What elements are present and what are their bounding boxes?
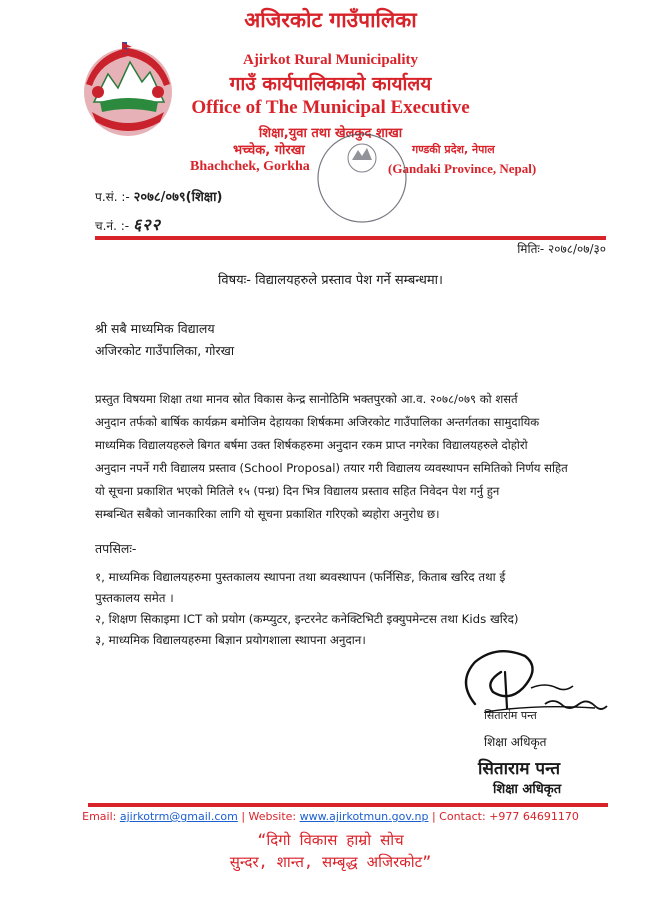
slogan-line-2: सुन्दर, शान्त, सम्बृद्ध अजिरकोट” [229, 853, 432, 871]
ref-cn-label: च.नं. :- [95, 219, 130, 233]
location-ne: भच्चेक, गोरखा [233, 143, 305, 158]
ref-ps-label: प.सं. :- [95, 190, 130, 204]
addressee-line-1: श्री सबै माध्यमिक विद्यालय [95, 321, 215, 336]
footer-contact [0, 810, 661, 823]
body-line: सम्बन्धित सबैको जानकारिका लागि यो सूचना प्रकाशित गरिएको ब्यहोरा अनुरोध छ। [95, 507, 440, 521]
title-stamp: शिक्षा अधिकृत [493, 782, 562, 797]
signatory-name: सितारा॑म पन्त [484, 709, 537, 722]
office-name-en: Office of The Municipal Executive [191, 97, 470, 118]
list-item: २, शिक्षण सिकाइमा ICT को प्रयोग (कम्प्युटर, इन्टरनेट कनेक्टिभिटी इक्युपमेन्टस तथा Kids खरिद) [95, 612, 519, 626]
body-line: अनुदान तर्फको बार्षिक कार्यक्रम बमोजिम देहायका शिर्षकमा अजिरकोट गाउँपालिका अन्तर्गतका सामुदायिक [95, 415, 540, 429]
reference-number [95, 187, 222, 205]
body-line: अनुदान नपर्ने गरी विद्यालय प्रस्ताव (School Proposal) तयार गरी विद्यालय व्यवस्थापन समितिको निर्णय सहित [95, 461, 568, 475]
body-line: माध्यमिक विद्यालयहरुले बिगत बर्षमा उक्त शिर्षकहरुमा अनुदान रकम प्राप्त नगरेका विद्यालयहरुले दोहोरो [95, 438, 528, 452]
website-link[interactable]: www.ajirkotmun.gov.np [299, 810, 429, 823]
municipality-name-ne: अजिरकोट गाउँपालिका [244, 8, 417, 32]
letter-subject: विषयः- विद्यालयहरुले प्रस्ताव पेश गर्ने सम्बन्धमा। [218, 273, 443, 288]
email-link[interactable]: ajirkotrm@gmail.com [119, 810, 238, 823]
ref-ps-value: २०७८/०७९(शिक्षा) [133, 190, 223, 205]
municipality-name-en: Ajirkot Rural Municipality [243, 52, 418, 68]
list-item: ३, माध्यमिक विद्यालयहरुमा बिज्ञान प्रयोगशाला स्थापना अनुदान। [95, 633, 366, 647]
details-label: तपसिलः- [95, 541, 137, 556]
branch-name-ne: शिक्षा,युवा तथा खेलकुद शाखा [258, 126, 403, 141]
email-label: Email: [82, 810, 117, 823]
signatory-title: शिक्षा अधिकृत [484, 735, 547, 749]
list-item: १, माध्यमिक विद्यालयहरुमा पुस्तकालय स्थापना तथा ब्यवस्थापन (फर्निसिङ, किताब खरिद तथा ई [95, 570, 506, 584]
name-stamp: सिताराम पन्त [478, 759, 561, 779]
contact-text: | Contact: +977 64691170 [431, 810, 579, 823]
addressee-line-2: अजिरकोट गाउँपालिका, गोरखा [95, 343, 235, 358]
province-en: (Gandaki Province, Nepal) [388, 161, 537, 176]
office-name-ne: गाउँ कार्यपालिकाको कार्यालय [229, 73, 432, 95]
footer-divider [88, 803, 608, 807]
ref-cn-value: ६२२ [132, 215, 161, 234]
website-label: | Website: [241, 810, 297, 823]
body-line: यो सूचना प्रकाशित भएको मितिले १५ (पन्ध्र) दिन भित्र विद्यालय प्रस्ताव सहित निवेदन पेश गर्नु हुन [95, 484, 500, 498]
slogan-line-1: “दिगो विकास हाम्रो सोच [257, 831, 404, 849]
dispatch-number [95, 213, 161, 235]
letter-date: मितिः- २०७८/०७/३० [517, 242, 606, 256]
location-en: Bhachchek, Gorkha [190, 159, 310, 174]
body-line: प्रस्तुत विषयमा शिक्षा तथा मानव स्रोत विकास केन्द्र सानोठिमि भक्तपुरको आ.व. २०७८/०७९ को शसर्त [95, 392, 518, 406]
province-ne: गण्डकी प्रदेश, नेपाल [412, 143, 495, 156]
office-stamp-icon [312, 128, 422, 234]
list-item: पुस्तकालय समेत । [95, 591, 174, 605]
